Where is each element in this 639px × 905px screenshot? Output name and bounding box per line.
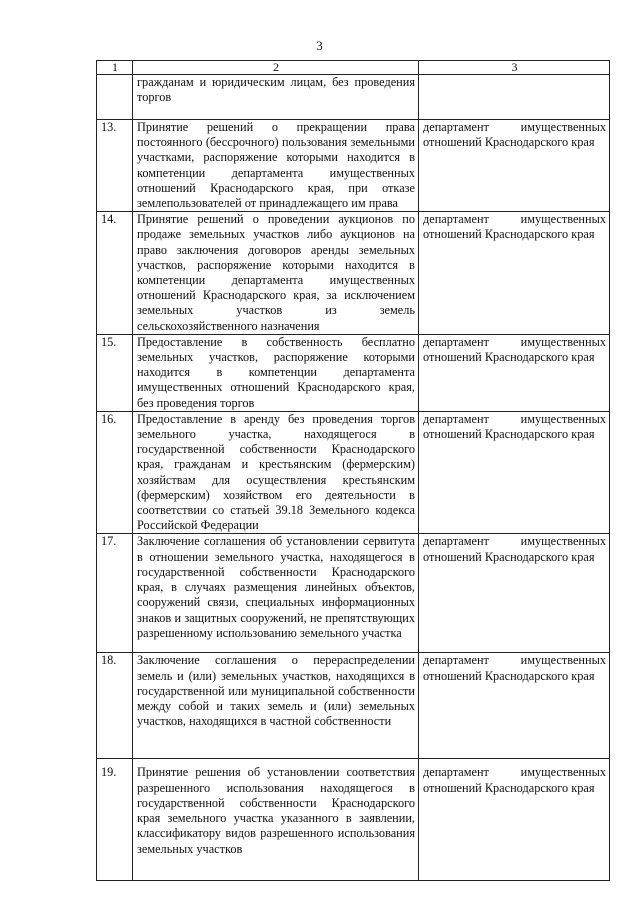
- service-cell: Принятие решения об установлении соответствия разрешенного использования находящегося в государственной собственности Краснодарского края земельного участка указанного в заявлении, классификатору видов разрешенного использования земельных участков: [133, 759, 419, 881]
- service-cell: Заключение соглашения о перераспределении земель и (или) земельных участков, находящихся в государственной или муниципальной собственности между собой и таких земель и (или) земельных участков, находящихся в частной собственности: [133, 653, 419, 759]
- table-row: [97, 653, 610, 759]
- table-row: [97, 120, 610, 212]
- services-table: [96, 60, 610, 881]
- department-cell: департамент имущественных отношений Краснодарского края: [419, 120, 610, 212]
- row-number-cell: 15.: [97, 334, 133, 411]
- department-cell: департамент имущественных отношений Краснодарского края: [419, 534, 610, 653]
- service-cell: Предоставление в собственность бесплатно земельных участков, распоряжение которыми находится в компетенции департамента имущественных отношений Краснодарского края, без проведения торгов: [133, 334, 419, 411]
- row-number-cell: 16.: [97, 411, 133, 534]
- department-cell: департамент имущественных отношений Краснодарского края: [419, 653, 610, 759]
- column-header-1: 1: [97, 61, 133, 75]
- table-row: [97, 534, 610, 653]
- service-cell: Заключение соглашения об установлении сервитута в отношении земельного участка, находящегося в государственной собственности Краснодарского края, в случаях размещения линейных объектов, сооружений связи, специальных информационных знаков и защитных сооружений, не препятствующих разрешенному использованию земельного участка: [133, 534, 419, 653]
- page-number: 3: [316, 38, 323, 53]
- service-cell: Предоставление в аренду без проведения торгов земельного участка, находящегося в государственной собственности Краснодарского края, гражданам и крестьянским (фермерским) хозяйствам для осуществления крестьянским (фермерским) хозяйством его деятельности в соответствии со статьей 39.18 Земельного кодекса Российской Федерации: [133, 411, 419, 534]
- service-cell: Принятие решений о прекращении права постоянного (бессрочного) пользования земельными участками, распоряжение которыми находится в компетенции департамента имущественных отношений Краснодарского края, при отказе землепользователей от принадлежащего им права: [133, 120, 419, 212]
- department-cell: департамент имущественных отношений Краснодарского края: [419, 759, 610, 881]
- row-number-cell: 17.: [97, 534, 133, 653]
- service-cell: гражданам и юридическим лицам, без проведения торгов: [133, 75, 419, 120]
- department-cell: департамент имущественных отношений Краснодарского края: [419, 334, 610, 411]
- column-header-3: 3: [419, 61, 610, 75]
- row-number-cell: 13.: [97, 120, 133, 212]
- row-number-cell: 14.: [97, 212, 133, 335]
- table-row: [97, 759, 610, 881]
- department-cell: департамент имущественных отношений Краснодарского края: [419, 411, 610, 534]
- row-number-cell: [97, 75, 133, 120]
- table-row-continuation: [97, 75, 610, 120]
- department-cell: [419, 75, 610, 120]
- row-number-cell: 18.: [97, 653, 133, 759]
- table-header-row: [97, 61, 610, 75]
- column-header-2: 2: [133, 61, 419, 75]
- department-cell: департамент имущественных отношений Краснодарского края: [419, 212, 610, 335]
- table-row: [97, 411, 610, 534]
- table-row: [97, 334, 610, 411]
- service-cell: Принятие решений о проведении аукционов по продаже земельных участков либо аукционов на право заключения договоров аренды земельных участков, распоряжение которыми находится в компетенции департамента имущественных отношений Краснодарского края, за исключением земельных участков из земель сельскохозяйственного назначения: [133, 212, 419, 335]
- row-number-cell: 19.: [97, 759, 133, 881]
- table-row: [97, 212, 610, 335]
